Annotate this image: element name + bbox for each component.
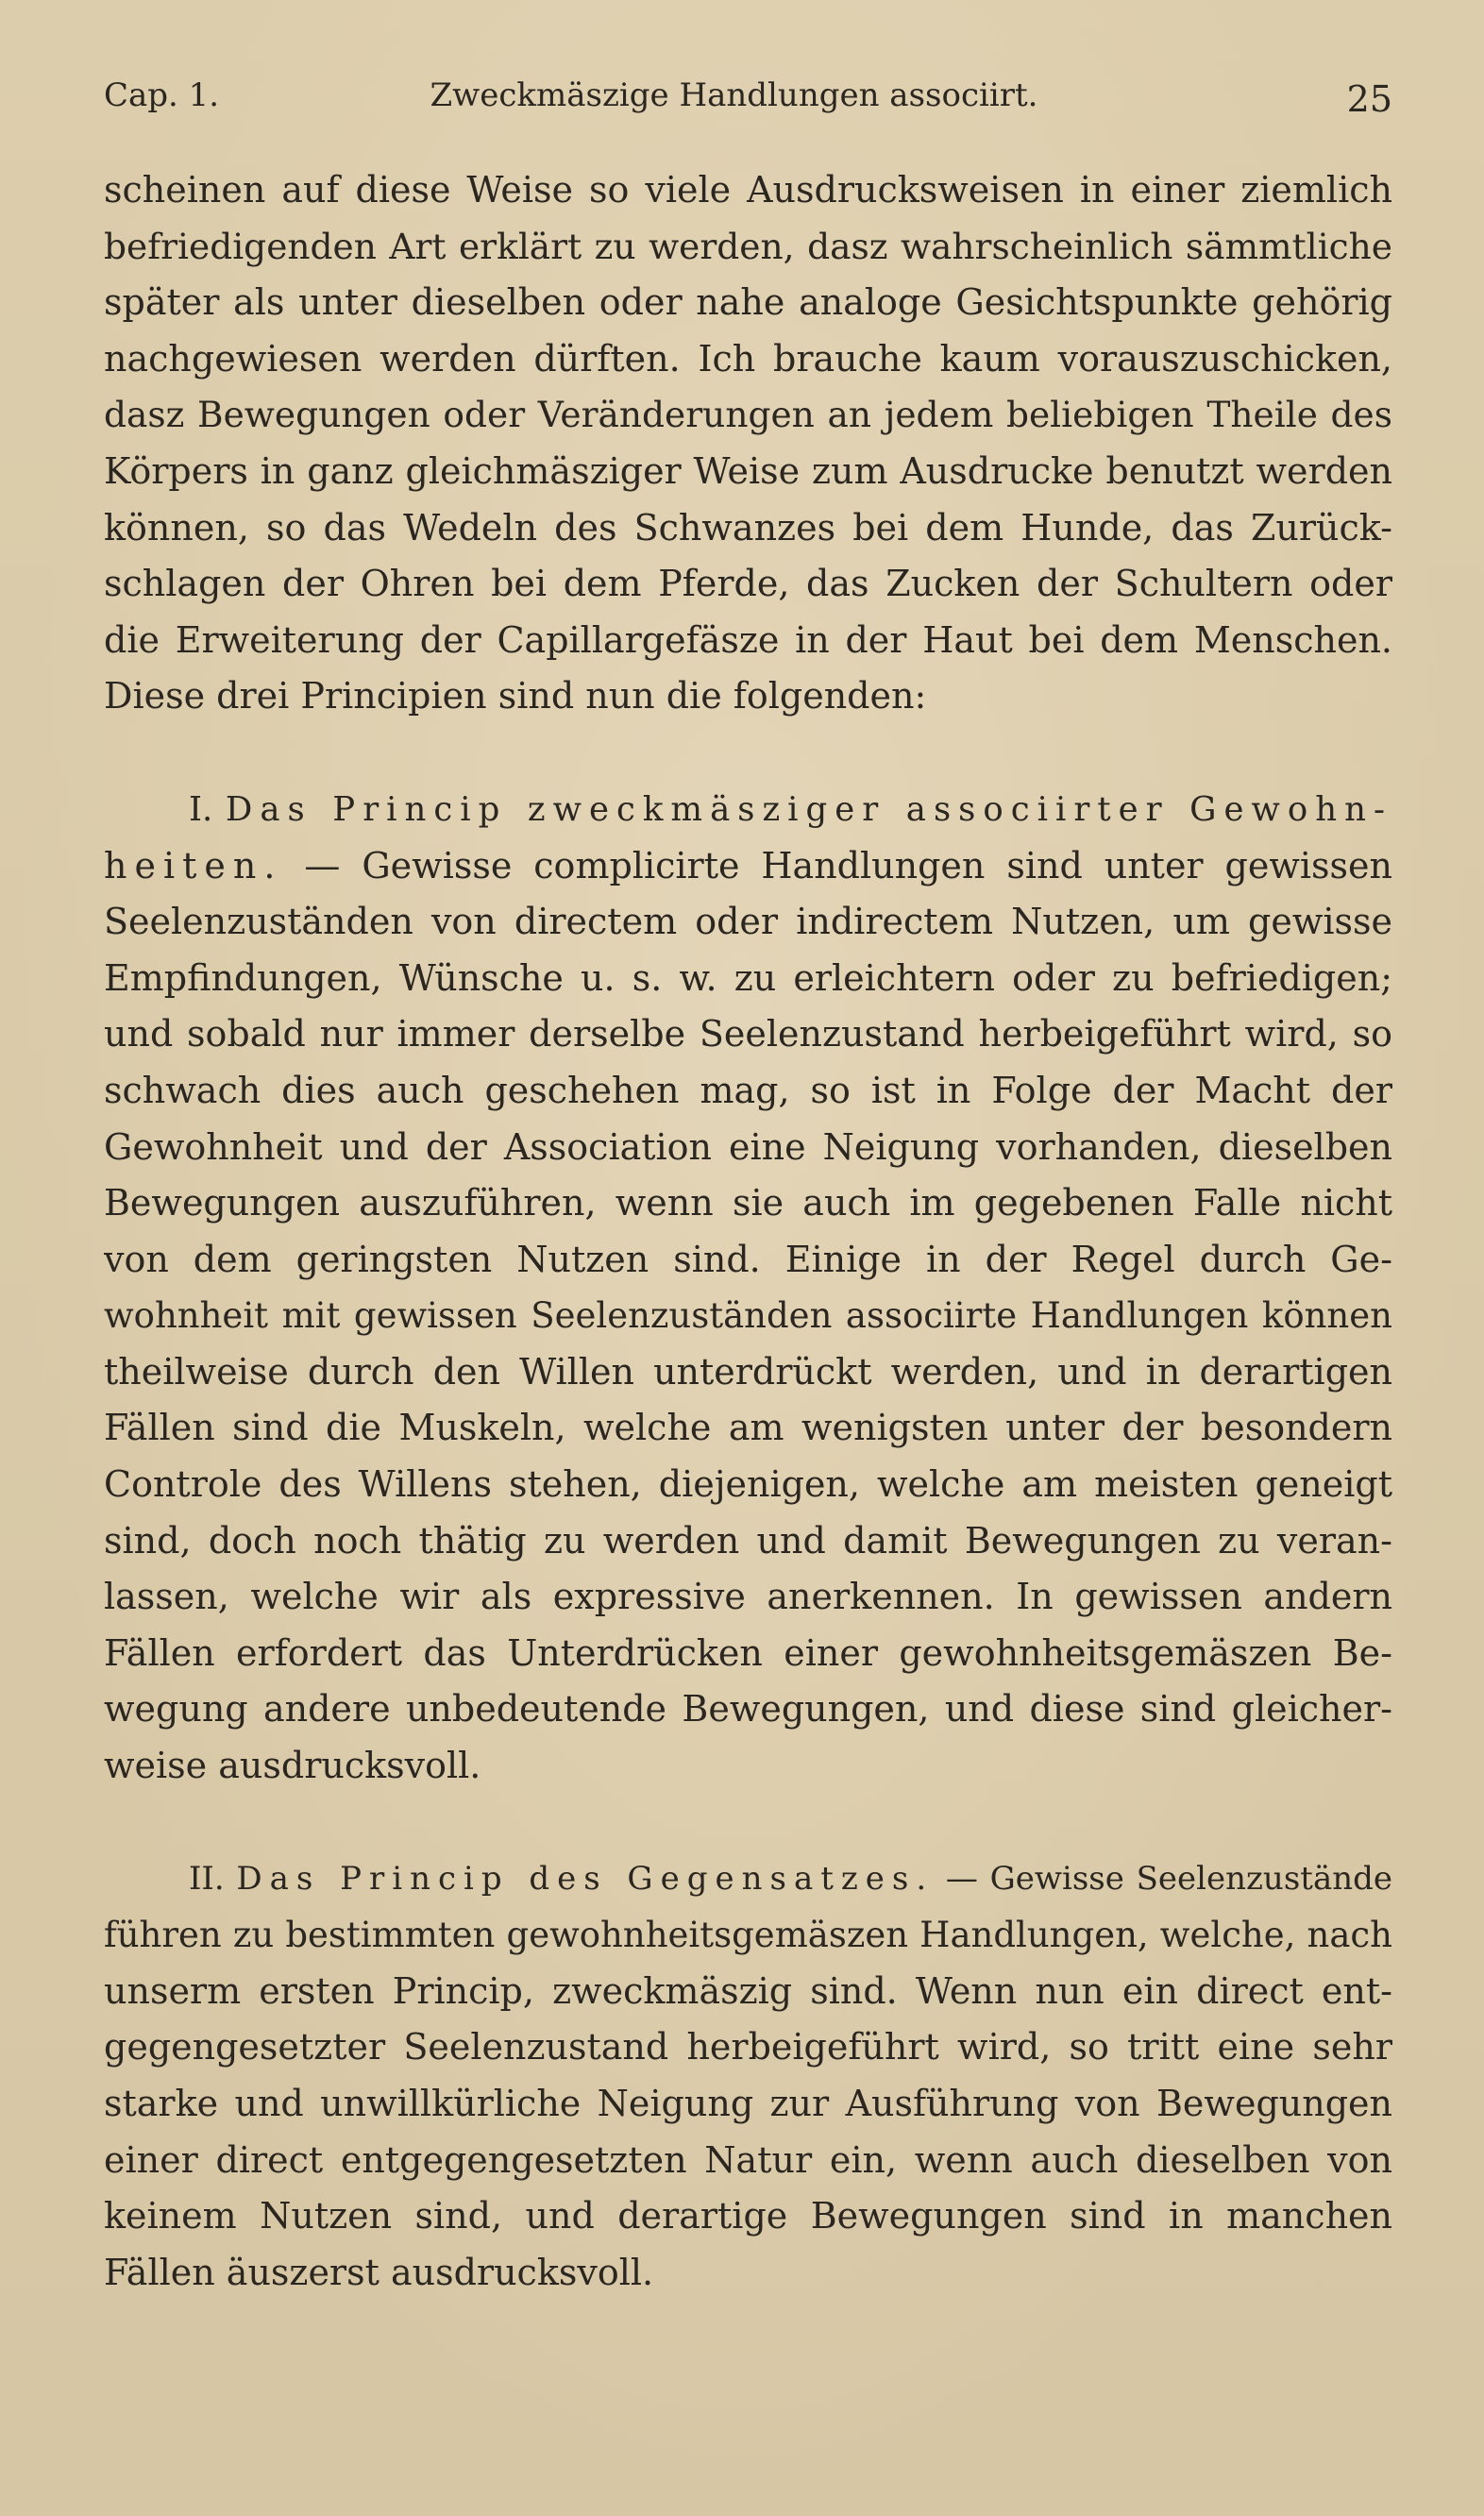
text-line: Controle des Willens stehen, diejenigen, welche am meisten geneigt <box>104 1463 1392 1506</box>
text-line: nachgewiesen werden dürften. Ich brauche kaum vorauszuschicken, <box>104 337 1392 380</box>
text-line: Empfindungen, Wünsche u. s. w. zu erleichtern oder zu befriedigen; <box>104 956 1392 999</box>
text-line: starke und unwillkürliche Neigung zur Ausführung von Bewegungen <box>104 2083 1392 2124</box>
text-line: schlagen der Ohren bei dem Pferde, das Zucken der Schultern oder <box>104 563 1392 605</box>
text-line: weise ausdrucksvoll. <box>104 1745 481 1787</box>
text-line: Gewohnheit und der Association eine Neigung vorhanden, dieselben <box>104 1125 1392 1168</box>
text-line: einer direct entgegengesetzten Natur ein, wenn auch dieselben von <box>104 2138 1392 2181</box>
text-line: scheinen auf diese Weise so viele Ausdrucksweisen in einer ziemlich <box>104 169 1392 211</box>
text-line: gegengesetzter Seelenzustand herbeigeführt wird, so tritt eine sehr <box>104 2026 1392 2069</box>
principle-number: I. <box>189 789 213 829</box>
text-line: befriedigenden Art erklärt zu werden, dasz wahrscheinlich sämmtliche <box>104 225 1392 267</box>
text-line: lassen, welche wir als expressive anerkennen. In gewissen andern <box>104 1576 1392 1618</box>
text-line: von dem geringsten Nutzen sind. Einige in der Regel durch Ge- <box>104 1238 1392 1280</box>
text-line: Seelenzuständen von directem oder indirectem Nutzen, um gewisse <box>104 901 1392 943</box>
principle-heading-line <box>104 1851 1392 1908</box>
text-line: keinem Nutzen sind, und derartige Bewegungen sind in manchen <box>104 2195 1392 2237</box>
principle-text-start: — Gewisse Seelenzustände <box>934 1859 1392 1898</box>
principle-title-continued: heiten. <box>104 844 283 887</box>
text-line: Bewegungen auszuführen, wenn sie auch im gegebenen Falle nicht <box>104 1182 1392 1224</box>
principle-heading-line <box>104 782 1392 838</box>
principle-number: II. <box>189 1859 225 1898</box>
text-line: später als unter dieselben oder nahe analoge Gesichtspunkte gehörig <box>104 281 1392 324</box>
text-line: wohnheit mit gewissen Seelenzuständen associirte Handlungen können <box>104 1295 1392 1337</box>
text-line <box>104 838 1392 895</box>
text-line: Fällen erfordert das Unterdrücken einer gewohnheitsgemäszen Be- <box>104 1631 1392 1674</box>
text-line: sind, doch noch thätig zu werden und damit Bewegungen zu veran- <box>104 1519 1392 1562</box>
paragraph-intro <box>104 162 1392 725</box>
paragraph-gap <box>104 1795 1392 1851</box>
text-line: Körpers in ganz gleichmäsziger Weise zum Ausdrucke benutzt werden <box>104 449 1392 492</box>
text-line: können, so das Wedeln des Schwanzes bei dem Hunde, das Zurück- <box>104 506 1392 549</box>
paragraph-principle-two <box>104 1851 1392 2302</box>
principle-text-start: — Gewisse complicirte Handlungen sind unter gewissen <box>282 844 1392 887</box>
chapter-label: Cap. 1. <box>104 76 220 114</box>
paragraph-principle-one <box>104 782 1392 1795</box>
principle-title: Das Princip zweckmäsziger associirter Gewohn- <box>225 789 1392 829</box>
section-title: Zweckmäszige Handlungen associirt. <box>430 76 1038 114</box>
text-line: Fällen äuszerst ausdrucksvoll. <box>104 2251 654 2293</box>
text-line: theilweise durch den Willen unterdrückt werden, und in derartigen <box>104 1350 1392 1393</box>
text-line: Fällen sind die Muskeln, welche am wenigsten unter der besondern <box>104 1407 1392 1449</box>
paragraph-gap <box>104 725 1392 782</box>
text-line: dasz Bewegungen oder Veränderungen an jedem beliebigen Theile des <box>104 394 1392 436</box>
page-number: 25 <box>1346 78 1392 120</box>
text-line: führen zu bestimmten gewohnheitsgemäszen Handlungen, welche, nach <box>104 1915 1392 1956</box>
text-line: unserm ersten Princip, zweckmäszig sind. Wenn nun ein direct ent- <box>104 1969 1392 2012</box>
running-head <box>104 70 1392 121</box>
text-line: wegung andere unbedeutende Bewegungen, und diese sind gleicher- <box>104 1688 1392 1731</box>
text-line: schwach dies auch geschehen mag, so ist in Folge der Macht der <box>104 1069 1392 1111</box>
text-line: Diese drei Principien sind nun die folgenden: <box>104 675 927 718</box>
body-text <box>104 162 1392 2301</box>
principle-title: Das Princip des Gegensatzes. <box>236 1859 935 1898</box>
text-line: die Erweiterung der Capillargefäsze in der Haut bei dem Menschen. <box>104 618 1392 661</box>
text-line: und sobald nur immer derselbe Seelenzustand herbeigeführt wird, so <box>104 1013 1392 1055</box>
